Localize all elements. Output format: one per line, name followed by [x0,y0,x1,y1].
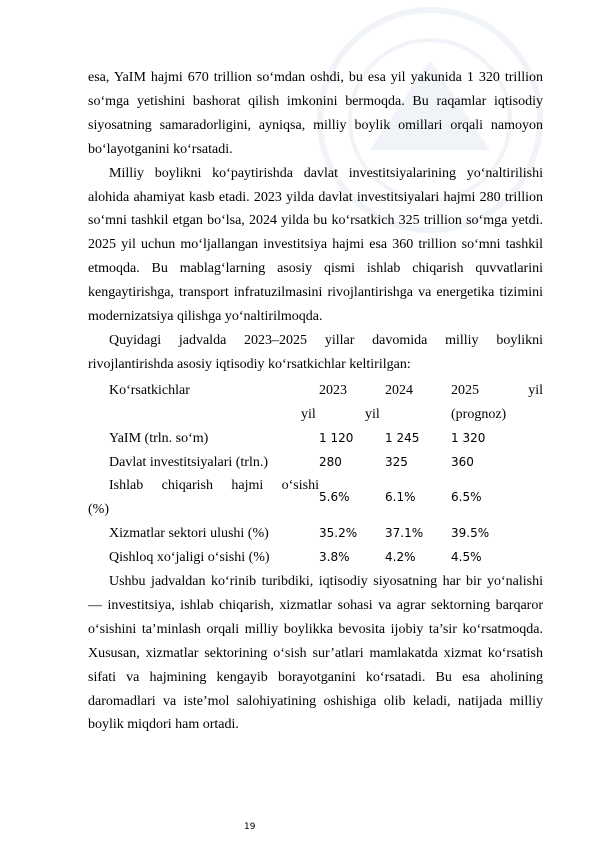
header-indicators: Ko‘rsatkichlar [109,382,190,398]
paragraph-table-intro: Quyidagi jadvalda 2023–2025 yillar davomida milliy boylikni rivojlantirishda asosiy iqtisodiy ko‘rsatkichlar keltirilgan: [88,332,543,372]
table-row: Xizmatlar sektori ulushi (%) 35.2% 37.1% 39.5% [109,526,490,542]
table-row: YaIM (trln. so‘m) 1 120 1 245 1 320 [109,430,486,446]
header-2025: 2025 [451,382,479,398]
header-2023-suffix: yil [301,406,316,422]
table-row: Qishloq xo‘jaligi o‘sishi (%) 3.8% 4.2% 4.5% [109,550,482,566]
header-2024-suffix: yil [365,406,380,422]
table-header-row-2 [88,403,543,427]
paragraph-conclusion: Ushbu jadvaldan ko‘rinib turibdiki, iqtisodiy siyosatning har bir yo‘nalishi — investitsiya, ishlab chiqarish, xizmatlar sohasi va agrar sektorning barqaror o‘sishini ta’minlash orqali milliy boylikka bevosita ijobiy ta’sir ko‘rsatmoqda. Xususan, xizmatlar sektorining o‘sish sur’atlari mamlakatda xizmat ko‘rsatish sifati va hajmining kengayib borayotganini ko‘rsatadi. Bu esa aholining daromadlari va iste’mol salohiyatining oshishiga olib keladi, natijada milliy boylik miqdori ham ortadi. [88,574,543,733]
header-2025-suffix: (prognoz) yil [451,382,543,422]
paragraph-state-investments: Milliy boylikni ko‘paytirishda davlat investitsiyalarining yo‘naltirilishi alohida ahamiyat kasb etadi. 2023 yilda davlat investitsiyalari hajmi 280 trillion so‘mni tashkil etgan bo‘lsa, 2024 yilda bu ko‘rsatkich 325 trillion so‘mga yetdi. 2025 yil uchun mo‘ljallangan investitsiya hajmi esa 360 trillion so‘mni tashkil etmoqda. Bu mablag‘larning asosiy qismi ishlab chiqarish quvvatlarini kengaytirishga, transport infratuzilmasini rivojlantirishga va energetika tizimini modernizatsiya qilishga yo‘naltirilmoqda. [88,165,543,325]
header-2024: 2024 [385,382,413,398]
indicators-table [88,379,543,570]
table-row: Davlat investitsiyalari (trln.) 280 325 360 [109,454,474,470]
table-row: Ishlab chiqarish hajmi o‘sishi (%) 5.6% 6.1% 6.5% [88,478,482,518]
document-body [88,66,543,737]
table-header-row [88,379,543,403]
header-2023: 2023 [319,382,347,398]
paragraph-gdp-forecast: esa, YaIM hajmi 670 trillion so‘mdan oshdi, bu esa yil yakunida 1 320 trillion so‘mga yetishini bashorat qilish imkonini bermoqda. Bu raqamlar iqtisodiy siyosatning samaradorligini, ayniqsa, milliy boylik omillari orqali namoyon bo‘layotganini ko‘rsatadi. [88,70,543,157]
page-number: 19 [244,822,256,832]
